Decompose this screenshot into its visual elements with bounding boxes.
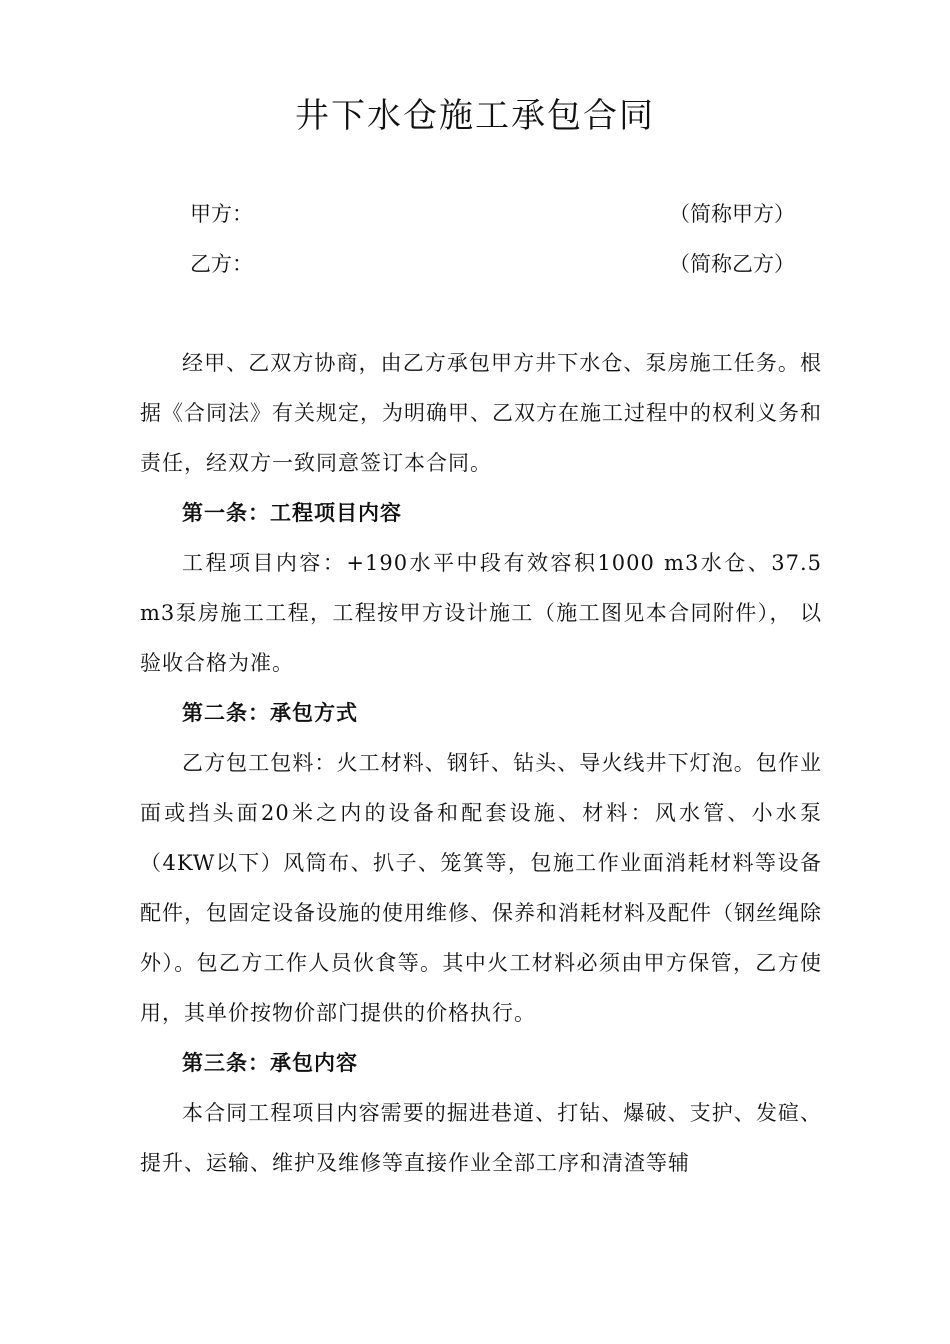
party-b-abbr: （简称乙方）	[669, 252, 795, 276]
party-a-row	[190, 199, 795, 229]
contract-body	[140, 338, 822, 1188]
article-2-heading: 第二条：承包方式	[182, 701, 358, 725]
article-1-text: 工程项目内容：+190水平中段有效容积1000 m3水仓、37.5 m3泵房施工工程，工程按甲方设计施工（施工图见本合同附件）， 以验收合格为准。	[140, 551, 822, 675]
article-3-heading: 第三条：承包内容	[182, 1051, 358, 1075]
contract-title: 井下水仓施工承包合同	[295, 96, 655, 136]
party-a-label: 甲方：	[190, 202, 253, 226]
article-3-text: 本合同工程项目内容需要的掘进巷道、打钻、爆破、支护、发碹、提升、运输、维护及维修等直接作业全部工序和清渣等辅	[140, 1101, 822, 1175]
party-b-label: 乙方：	[190, 252, 253, 276]
party-a-abbr: （简称甲方）	[669, 202, 795, 226]
article-1-heading: 第一条：工程项目内容	[182, 501, 402, 525]
article-2-text: 乙方包工包料：火工材料、钢钎、钻头、导火线井下灯泡。包作业面或挡头面20米之内的设备和配套设施、材料：风水管、小水泵（4KW以下）风筒布、扒子、笼箕等，包施工作业面消耗材料等设备配件，包固定设备设施的使用维修、保养和消耗材料及配件（钢丝绳除外）。包乙方工作人员伙食等。其中火工材料必须由甲方保管，乙方使用，其单价按物价部门提供的价格执行。	[140, 751, 822, 1025]
intro-paragraph: 经甲、乙双方协商，由乙方承包甲方井下水仓、泵房施工任务。根据《合同法》有关规定，为明确甲、乙双方在施工过程中的权利义务和责任，经双方一致同意签订本合同。	[140, 351, 822, 475]
party-b-row	[190, 249, 795, 279]
